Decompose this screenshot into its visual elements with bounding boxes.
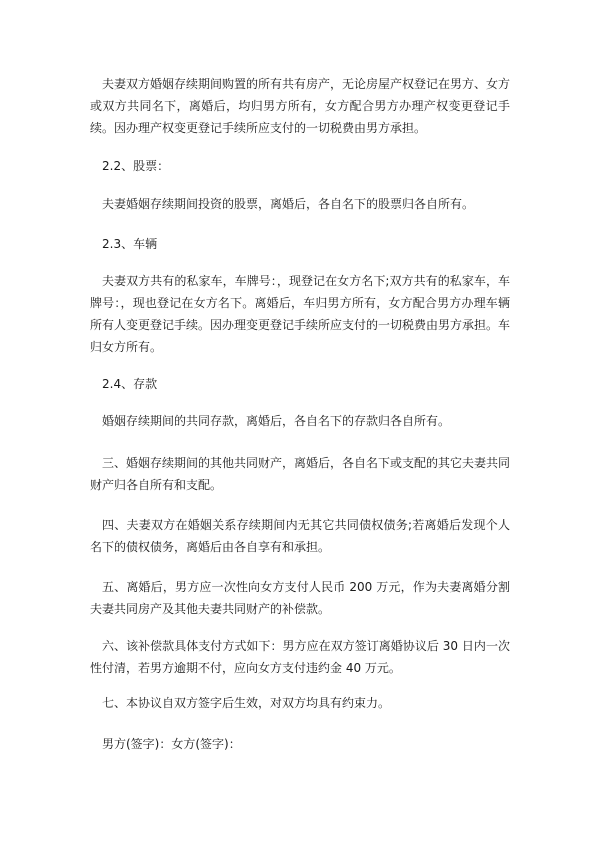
paragraph-article-three: 三、婚姻存续期间的其他共同财产，离婚后，各自名下或支配的其它夫妻共同财产归各自所有和支配。 bbox=[90, 456, 511, 492]
paragraph-article-seven: 七、本协议自双方签字后生效，对双方均具有约束力。 bbox=[102, 696, 391, 710]
heading-deposit: 2.4、存款 bbox=[102, 377, 158, 391]
paragraph-article-five: 五、离婚后，男方应一次性向女方支付人民币 200 万元，作为夫妻离婚分割夫妻共同房产及其他夫妻共同财产的补偿款。 bbox=[90, 580, 510, 616]
paragraph-house-property: 夫妻双方婚姻存续期间购置的所有共有房产，无论房屋产权登记在男方、女方或双方共同名下，离婚后，均归男方所有，女方配合男方办理产权变更登记手续。因办理产权变更登记手续所应支付的一切税费由男方承担。 bbox=[90, 77, 511, 135]
paragraph-article-four: 四、夫妻双方在婚姻关系存续期间内无其它共同债权债务;若离婚后发现个人名下的债权债务，离婚后由各自享有和承担。 bbox=[90, 518, 510, 554]
paragraph-article-six: 六、该补偿款具体支付方式如下：男方应在双方签订离婚协议后 30 日内一次性付清，若男方逾期不付，应向女方支付违约金 40 万元。 bbox=[90, 639, 510, 675]
signature-line: 男方(签字)：女方(签字)： bbox=[102, 737, 241, 751]
paragraph-stocks: 夫妻婚姻存续期间投资的股票，离婚后，各自名下的股票归各自所有。 bbox=[102, 197, 475, 211]
heading-stocks: 2.2、股票： bbox=[102, 159, 170, 173]
paragraph-vehicle: 夫妻双方共有的私家车，车牌号：，现登记在女方名下;双方共有的私家车，车牌号：，现也登记在女方名下。离婚后，车归男方所有，女方配合男方办理车辆所有人变更登记手续。因办理变更登记手续所应支付的一切税费由男方承担。车归女方所有。 bbox=[90, 274, 511, 354]
heading-vehicle: 2.3、车辆 bbox=[102, 237, 158, 251]
paragraph-deposit: 婚姻存续期间的共同存款，离婚后，各自名下的存款归各自所有。 bbox=[102, 414, 451, 428]
